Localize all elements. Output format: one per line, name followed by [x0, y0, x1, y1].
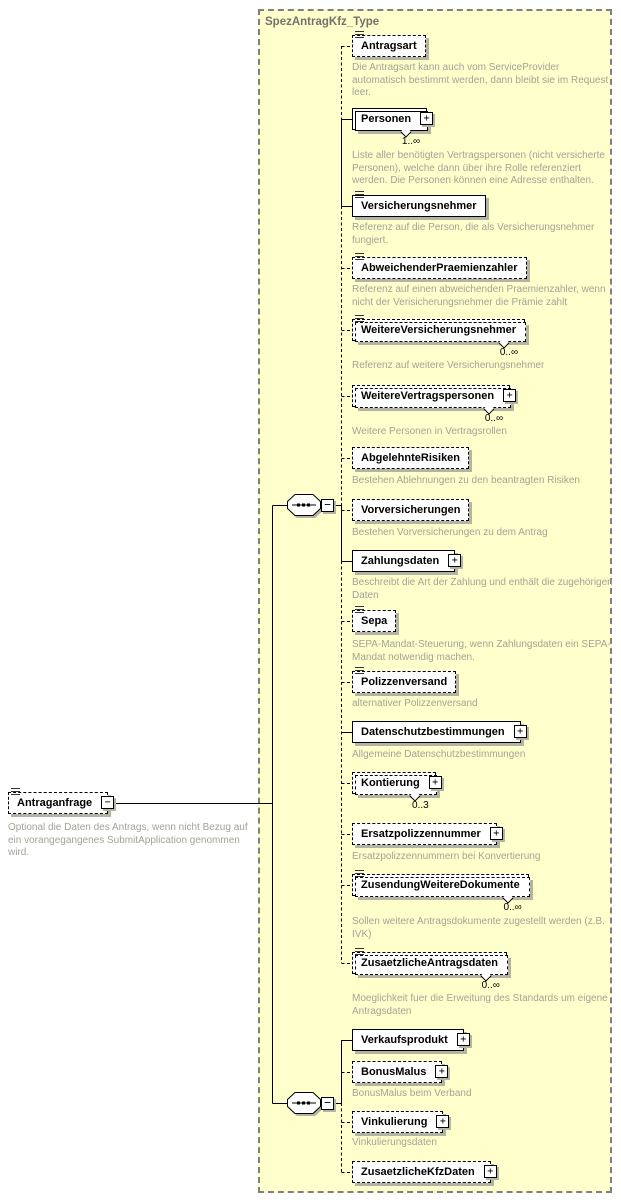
element-description: Ersatzpolizzennummern bei Konvertierung [352, 851, 541, 862]
sequence-connector-icon[interactable] [287, 1092, 321, 1119]
element-name: WeitereVersicherungsnehmer [361, 324, 517, 336]
expand-icon[interactable]: + [448, 554, 461, 567]
element-name: Versicherungsnehmer [361, 200, 477, 212]
expand-icon[interactable]: + [514, 725, 527, 738]
element-description: Beschreibt die Art der Zahlung und enthält die zugehörigen Daten [352, 577, 613, 601]
element-zusaetzlichekfzdaten[interactable] [352, 1161, 494, 1183]
cardinality-label: 0..∞ [499, 347, 519, 358]
element-name: Kontierung [361, 777, 420, 789]
element-description: Bestehen Vorversicherungen zu dem Antrag [352, 527, 548, 538]
element-description: BonusMalus beim Verband [352, 1088, 472, 1099]
element-name: Vorversicherungen [361, 504, 461, 516]
expand-icon[interactable]: + [457, 1033, 470, 1046]
element-zahlungsdaten[interactable] [352, 550, 458, 572]
simple-content-icon [355, 870, 364, 878]
element-name: Zahlungsdaten [361, 555, 440, 567]
element-name: Verkaufsprodukt [361, 1034, 448, 1046]
element-antragsart[interactable] [352, 35, 426, 57]
element-description: alternativer Polizzenversand [352, 698, 478, 709]
element-name: ZusendungWeitereDokumente [361, 879, 520, 891]
element-name: AbgelehnteRisiken [361, 452, 461, 464]
expand-icon[interactable]: + [490, 827, 503, 840]
root-description: Optional die Daten des Antrags, wenn nicht Bezug auf ein vorangegangenes SubmitApplication genommen wird. [8, 822, 248, 858]
element-name: BonusMalus [361, 1066, 427, 1078]
element-abweichenderpraemienzahler[interactable] [352, 257, 527, 279]
collapse-icon[interactable]: − [321, 499, 334, 512]
element-name: ZusaetzlicheAntragsdaten [361, 957, 498, 969]
simple-content-icon [355, 191, 364, 199]
cardinality-label: 0..∞ [484, 413, 504, 424]
element-name: Ersatzpolizzennummer [361, 828, 481, 840]
element-personen[interactable] [352, 108, 430, 147]
element-description: Moeglichkeit fuer die Erweitung des Standards um eigene Antragsdaten [352, 993, 608, 1017]
expand-icon[interactable]: + [436, 1115, 449, 1128]
simple-content-icon [355, 667, 364, 675]
element-description: Weitere Personen in Vertragsrollen [352, 426, 507, 437]
expand-icon[interactable]: + [503, 389, 516, 402]
simple-content-icon [355, 606, 364, 614]
element-name: ZusaetzlicheKfzDaten [361, 1166, 475, 1178]
element-description: SEPA-Mandat-Steuerung, wenn Zahlungsdaten ein SEPA-Mandat notwendig machen. [352, 639, 611, 663]
expand-icon[interactable]: + [429, 776, 442, 789]
element-description: Referenz auf einen abweichenden Praemienzahler, wenn nicht der Verisicherungsnehmer die Prämie zahlt [352, 284, 606, 308]
element-description: Bestehen Ablehnungen zu den beantragten Risiken [352, 475, 580, 486]
element-sepa[interactable] [352, 610, 396, 632]
element-description: Referenz auf weitere Versicherungsnehmer [352, 360, 545, 371]
element-polizzenversand[interactable] [352, 671, 456, 693]
element-name: Sepa [361, 615, 388, 627]
element-name: Antraganfrage [17, 797, 93, 809]
element-antraganfrage[interactable] [8, 792, 111, 814]
expand-icon[interactable]: + [435, 1065, 448, 1078]
collapse-icon[interactable]: − [321, 1097, 334, 1110]
cardinality-label: 1..∞ [401, 136, 421, 147]
simple-content-icon [355, 253, 364, 261]
element-description: Sollen weitere Antragsdokumente zugestellt werden (z.B. IVK) [352, 916, 605, 940]
element-name: Polizzenversand [361, 676, 448, 688]
element-description: Die Antragsart kann auch vom ServiceProvider automatisch bestimmt werden, dann bleibt sie im Request leer. [352, 62, 609, 98]
simple-content-icon [355, 315, 364, 323]
simple-content-icon [355, 31, 364, 39]
element-kontierung[interactable] [352, 772, 439, 811]
element-name: Datenschutzbestimmungen [361, 726, 505, 738]
sequence-connector-icon[interactable] [287, 494, 321, 521]
element-weiterevertragspersonen[interactable] [352, 385, 513, 424]
element-zusendungweiteredokumente[interactable] [352, 874, 529, 913]
element-description: Referenz auf die Person, die als Versicherungsnehmer fungiert. [352, 222, 595, 246]
element-vorversicherungen[interactable] [352, 499, 469, 521]
expand-icon[interactable]: + [420, 112, 433, 125]
element-name: WeitereVertragspersonen [361, 390, 495, 402]
element-datenschutzbestimmungen[interactable] [352, 721, 524, 743]
element-ersatzpolizzennummer[interactable] [352, 823, 500, 845]
element-versicherungsnehmer[interactable] [352, 195, 486, 217]
cardinality-label: 0..3 [411, 800, 429, 811]
element-name: Antragsart [361, 40, 417, 52]
cardinality-label: 0..∞ [503, 902, 522, 913]
simple-content-icon [355, 948, 364, 956]
element-description: Vinkulierungsdaten [352, 1137, 437, 1148]
element-abgelehnterisiken[interactable] [352, 447, 469, 469]
element-name: Vinkulierung [361, 1116, 428, 1128]
element-description: Liste aller benötigten Vertragspersonen (nicht versicherte Personen), welche dann über ihre Rolle referenziert werden. Die Personen können eine Adresse enthalten. [352, 150, 605, 186]
element-bonusmalus[interactable] [352, 1061, 445, 1083]
element-name: Personen [361, 113, 412, 125]
simple-content-icon [11, 788, 20, 796]
expand-icon[interactable]: + [484, 1165, 497, 1178]
cardinality-label: 0..∞ [481, 980, 500, 991]
element-verkaufsprodukt[interactable] [352, 1029, 467, 1051]
complex-type-title: SpezAntragKfz_Type [265, 16, 380, 28]
element-description: Allgemeine Datenschutzbestimmungen [352, 749, 526, 760]
element-name: AbweichenderPraemienzahler [361, 262, 518, 274]
element-zusaetzlicheantragsdaten[interactable] [352, 952, 507, 991]
element-weitereversicherungsnehmer[interactable] [352, 319, 525, 358]
element-vinkulierung[interactable] [352, 1111, 446, 1133]
collapse-icon[interactable]: − [101, 796, 114, 809]
